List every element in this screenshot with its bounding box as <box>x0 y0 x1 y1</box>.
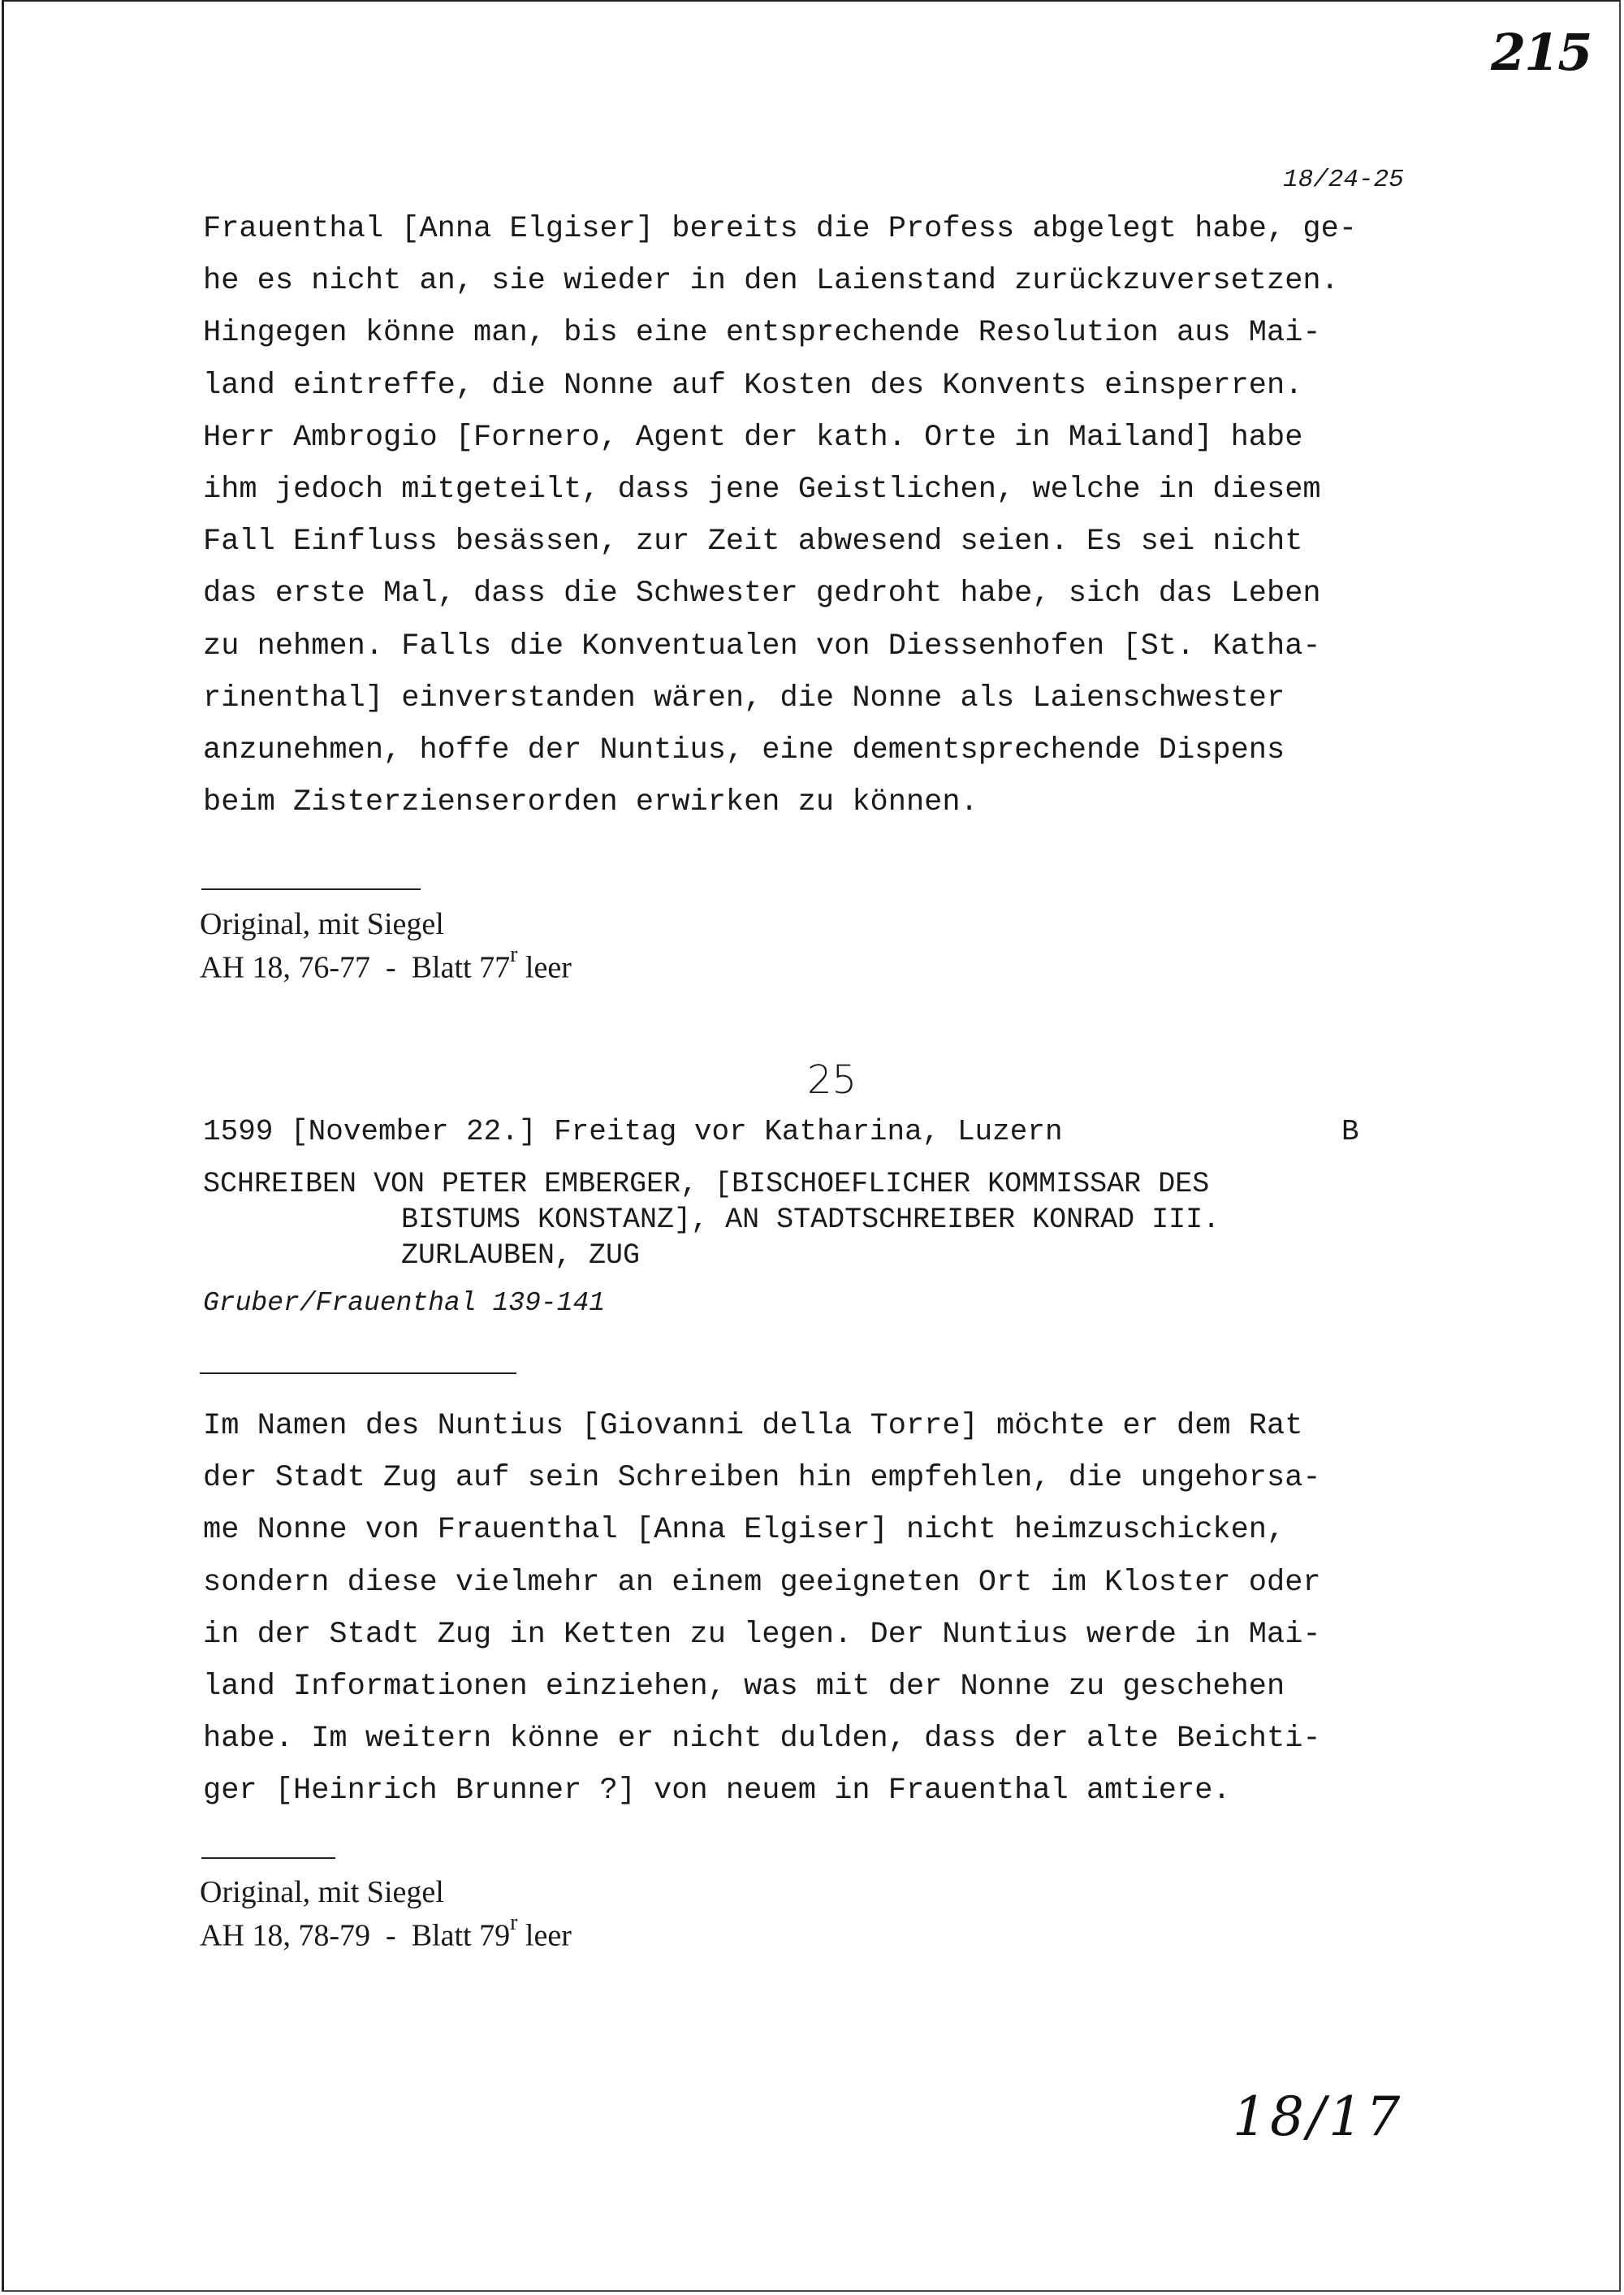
footnote-rule <box>201 888 421 890</box>
paragraph-summary <box>203 1400 1321 1817</box>
note-line: Original, mit Siegel <box>200 907 444 941</box>
reference-top: 18/24-25 <box>1283 166 1404 194</box>
title-line: SCHREIBEN VON PETER EMBERGER, [BISCHOEFLICHER KOMMISSAR DES <box>203 1168 1210 1200</box>
recto-mark: r <box>510 942 518 967</box>
archival-note <box>200 906 572 986</box>
document-number: 25 <box>807 1057 857 1103</box>
handwritten-page-number: 215 <box>1491 23 1592 82</box>
text-line: rinenthal] einverstanden wären, die Nonne als Laienschwester <box>203 681 1285 715</box>
note-line: Original, mit Siegel <box>200 1875 444 1909</box>
document-date-place: 1599 [November 22.] Freitag vor Katharina, Luzern <box>203 1115 1063 1148</box>
text-line: me Nonne von Frauenthal [Anna Elgiser] nicht heimzuschicken, <box>203 1513 1285 1548</box>
text-line: ihm jedoch mitgeteilt, dass jene Geistlichen, welche in diesem <box>203 473 1321 508</box>
text-line: habe. Im weitern könne er nicht dulden, dass der alte Beichti- <box>203 1722 1321 1757</box>
text-line: sondern diese vielmehr an einem geeigneten Ort im Kloster oder <box>203 1565 1321 1600</box>
note-ref: AH 18, 78-79 - Blatt 79 <box>200 1918 511 1953</box>
archival-note <box>200 1874 572 1954</box>
text-line: he es nicht an, sie wieder in den Laienstand zurückzuversetzen. <box>203 264 1339 299</box>
recto-mark: r <box>510 1910 518 1935</box>
note-ref: AH 18, 76-77 - Blatt 77 <box>200 950 511 985</box>
handwritten-archive-reference: 18/17 <box>1233 2085 1404 2148</box>
text-line: Fall Einfluss besässen, zur Zeit abwesend seien. Es sei nicht <box>203 525 1303 560</box>
text-line: in der Stadt Zug in Ketten zu legen. Der Nuntius werde in Mai- <box>203 1617 1321 1652</box>
text-line: anzunehmen, hoffe der Nuntius, eine dementsprechende Dispens <box>203 733 1285 768</box>
document-letter: B <box>1341 1115 1359 1148</box>
title-line: BISTUMS KONSTANZ], AN STADTSCHREIBER KONRAD III. <box>401 1204 1220 1236</box>
footnote-rule <box>201 1857 335 1859</box>
text-line: Im Namen des Nuntius [Giovanni della Torre] möchte er dem Rat <box>203 1409 1303 1443</box>
text-line: beim Zisterzienserorden erwirken zu können. <box>203 785 978 820</box>
text-line: land Informationen einziehen, was mit der Nonne zu geschehen <box>203 1670 1285 1705</box>
note-tail: leer <box>517 1918 572 1953</box>
text-line: das erste Mal, dass die Schwester gedroht habe, sich das Leben <box>203 577 1321 612</box>
note-tail: leer <box>517 950 572 985</box>
section-rule <box>200 1372 516 1374</box>
note-line <box>200 1910 572 1954</box>
paragraph-continued <box>203 203 1357 828</box>
text-line: zu nehmen. Falls die Konventualen von Diessenhofen [St. Katha- <box>203 629 1321 663</box>
document-source: Gruber/Frauenthal 139-141 <box>203 1288 606 1318</box>
note-line <box>200 942 572 986</box>
text-line: Hingegen könne man, bis eine entsprechende Resolution aus Mai- <box>203 316 1321 351</box>
document-title <box>203 1166 1220 1273</box>
title-line: ZURLAUBEN, ZUG <box>401 1239 641 1272</box>
text-line: ger [Heinrich Brunner ?] von neuem in Frauenthal amtiere. <box>203 1774 1231 1809</box>
text-line: land eintreffe, die Nonne auf Kosten des Konvents einsperren. <box>203 368 1303 403</box>
text-line: Frauenthal [Anna Elgiser] bereits die Profess abgelegt habe, ge- <box>203 212 1358 246</box>
text-line: der Stadt Zug auf sein Schreiben hin empfehlen, die ungehorsa- <box>203 1461 1321 1496</box>
text-line: Herr Ambrogio [Fornero, Agent der kath. Orte in Mailand] habe <box>203 420 1303 455</box>
